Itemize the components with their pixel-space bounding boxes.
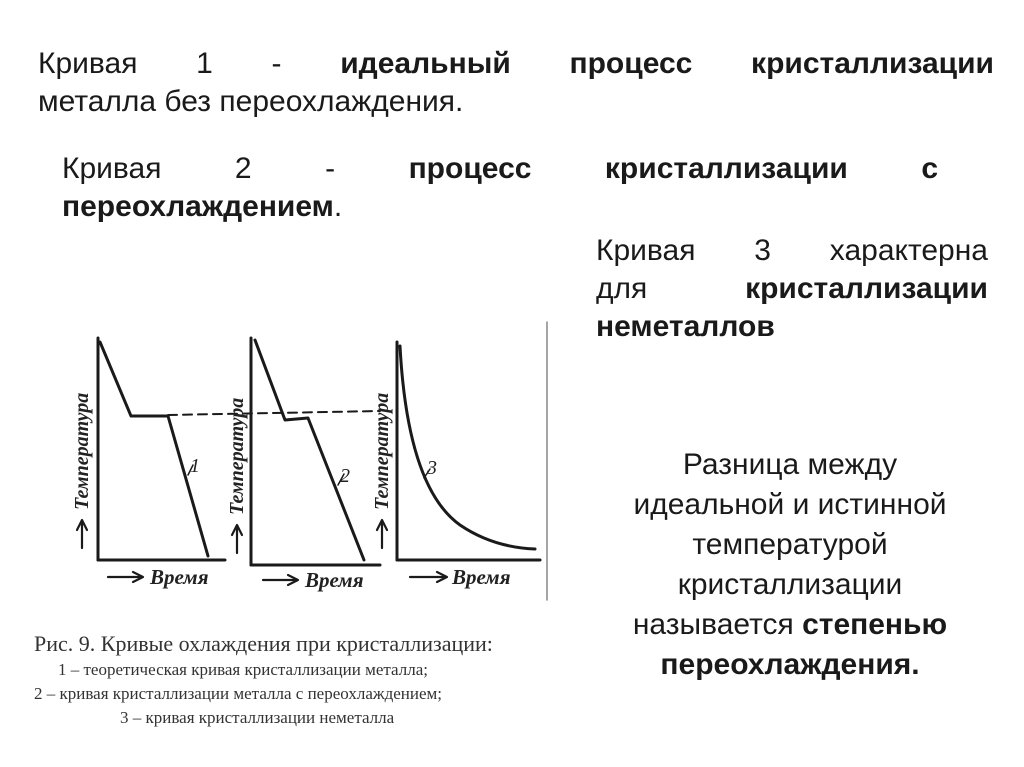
panel-2-axes (251, 338, 380, 565)
definition-line-4: кристаллизации (677, 568, 903, 601)
panel-3-x-label: Время (452, 565, 511, 589)
curve-2 (255, 340, 364, 560)
definition-line-3: температурой (692, 528, 888, 561)
caption-item-1: 1 – теоретическая кривая кристаллизации металла; (58, 660, 428, 679)
curve-3-line-2: для кристаллизации (596, 272, 988, 305)
curve-3 (400, 346, 535, 549)
crystallization-temperature-dashed-line (168, 411, 380, 415)
caption-title: Рис. 9. Кривые охлаждения при кристаллизации: (34, 631, 493, 656)
panel-1-y-label: Температура (71, 392, 93, 510)
caption-item-3: 3 – кривая кристаллизации неметалла (120, 708, 395, 727)
curve-3-line-3: неметаллов (596, 310, 775, 343)
curve-3-line-1: Кривая 3 характерна (596, 234, 988, 267)
panel-2-x-label: Время (305, 568, 364, 592)
curve-2-line-2: переохлаждением. (62, 190, 343, 223)
definition-line-2: идеальной и истинной (633, 488, 947, 521)
panel-2-y-label: Температура (226, 397, 248, 515)
caption-item-2: 2 – кривая кристаллизации металла с переохлаждением; (34, 684, 443, 703)
curve-2-label: 2 (340, 465, 350, 487)
definition-line-6: переохлаждения. (660, 648, 920, 681)
definition-line-5: называется степенью (632, 608, 948, 641)
curve-3-label: 3 (427, 457, 437, 479)
curve-1-line-1: Кривая 1 - идеальный процесс кристаллизации (38, 47, 994, 80)
curve-2-line-1: Кривая 2 - процесс кристаллизации с (62, 152, 938, 185)
curve-1 (100, 342, 208, 556)
figure-caption (34, 630, 574, 730)
panel-3-axes (397, 342, 540, 560)
panel-1-axes (98, 338, 225, 560)
curve-1-line-2: металла без переохлаждения. (38, 85, 464, 118)
definition-line-1: Разница между (682, 448, 898, 481)
y-arrow-icon (77, 520, 387, 553)
panel-3-y-label: Температура (371, 392, 393, 510)
curve-1-label: 1 (190, 455, 200, 477)
panel-1-x-label: Время (150, 565, 209, 589)
